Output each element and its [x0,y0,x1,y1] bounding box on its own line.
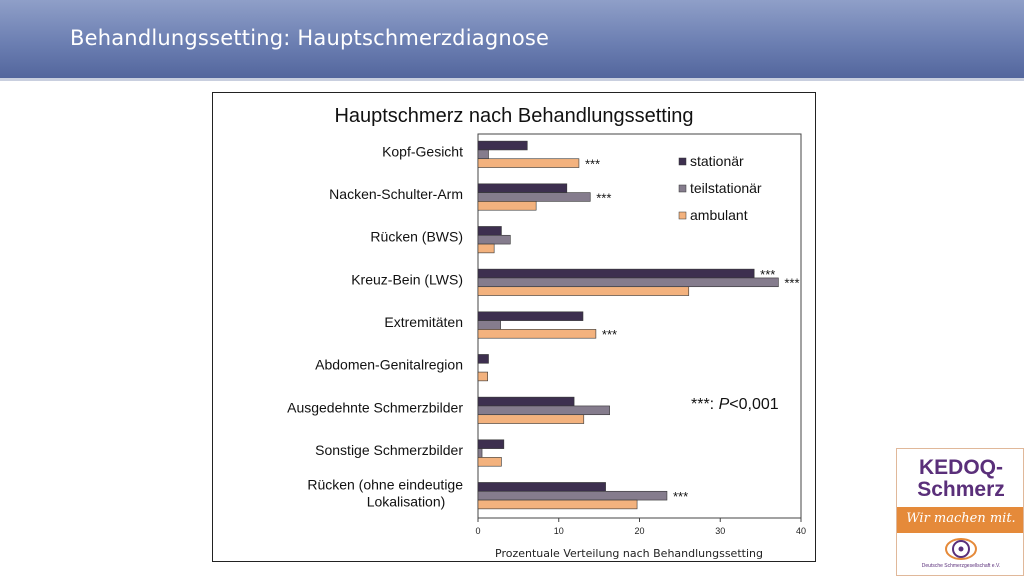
logo-line1: KEDOQ- [919,456,1003,479]
bar-teilstationär-0 [478,150,488,159]
bar-teilstationär-7 [478,449,482,458]
significance-annotation [691,396,779,413]
legend-label-stationär: stationär [690,153,744,169]
category-label [307,477,463,510]
bar-stationär-3 [478,269,754,278]
bar-ambulant-8 [478,500,637,509]
bar-ambulant-7 [478,457,501,466]
significance-marker: *** [760,266,776,282]
bar-ambulant-6 [478,415,584,424]
legend-label-teilstationär: teilstationär [690,180,762,196]
significance-marker: *** [596,190,612,206]
category-label: Kopf-Gesicht [382,143,463,160]
bar-stationär-0 [478,141,527,150]
category-label: Ausgedehnte Schmerzbilder [287,399,463,416]
chart-title: Hauptschmerz nach Behandlungssetting [334,105,694,127]
bar-teilstationär-8 [478,491,667,500]
annotation-italic: P [718,396,730,413]
bar-teilstationär-6 [478,406,610,415]
significance-marker: *** [584,156,601,172]
category-label: Extremitäten [384,314,463,330]
header-divider [0,78,1024,81]
category-label-line: Lokalisation) [366,493,446,510]
category-label: Abdomen-Genitalregion [315,356,463,373]
kedoq-logo [896,448,1024,576]
significance-marker: *** [784,275,800,291]
annotation-suffix: <0,001 [729,396,779,413]
bar-ambulant-2 [478,244,494,253]
legend-swatch-teilstationär [679,185,686,192]
x-tick-label: 10 [553,526,564,536]
bar-teilstationär-2 [478,235,510,244]
bar-ambulant-5 [478,372,488,381]
bar-ambulant-4 [478,329,596,338]
bar-stationär-7 [478,440,504,449]
category-label: Kreuz-Bein (LWS) [351,271,463,288]
bar-stationär-4 [478,312,583,321]
legend-swatch-stationär [679,158,686,165]
slide-title: Behandlungssetting: Hauptschmerzdiagnose [70,26,550,50]
bar-teilstationär-1 [478,193,590,202]
bar-stationär-1 [478,184,567,193]
legend-label-ambulant: ambulant [690,207,748,223]
bar-chart [213,93,815,561]
society-emblem-icon [943,537,979,561]
bar-teilstationär-3 [478,278,778,287]
bar-ambulant-3 [478,287,689,296]
significance-marker: *** [601,327,618,343]
bar-teilstationär-4 [478,321,501,330]
chart-frame [212,92,816,562]
bar-ambulant-1 [478,201,536,210]
category-label-line: Rücken (ohne eindeutige [307,476,463,493]
x-axis-label: Prozentuale Verteilung nach Behandlungssetting [495,547,763,560]
bar-stationär-6 [478,397,574,406]
x-tick-label: 40 [795,526,807,536]
logo-org: Deutsche Schmerzgesellschaft e.V. [921,563,1001,569]
logo-tagline: Wir machen mit. [906,511,1016,526]
category-label: Nacken-Schulter-Arm [329,186,463,202]
bar-ambulant-0 [478,159,579,168]
bar-stationär-2 [478,226,501,235]
logo-line2: Schmerz [917,478,1005,501]
plot-area [287,134,806,536]
category-label: Rücken (BWS) [370,228,463,245]
annotation-prefix: ***: [691,396,719,413]
category-label: Sonstige Schmerzbilder [315,442,463,458]
bar-stationär-5 [478,354,488,363]
significance-marker: *** [672,489,689,505]
x-tick-label: 0 [475,526,481,536]
x-tick-label: 20 [634,526,645,536]
legend-swatch-ambulant [679,212,686,219]
x-tick-label: 30 [715,526,726,536]
bar-stationär-8 [478,482,606,491]
